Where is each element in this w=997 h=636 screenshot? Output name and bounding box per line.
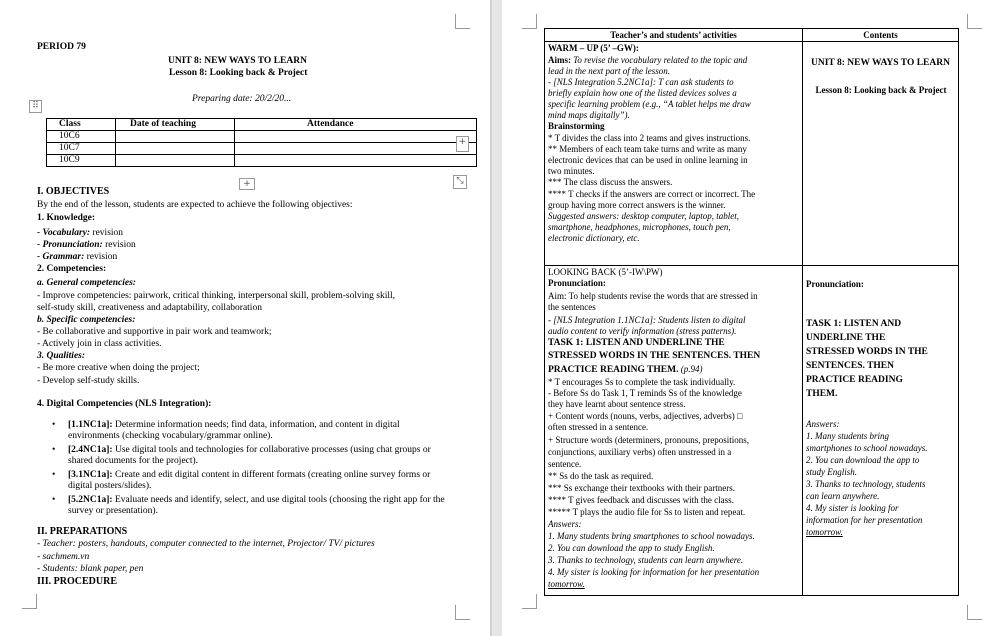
suggested-answers: smartphone, headphones, microphones, touch pen, [548, 222, 731, 232]
lesson-title: Lesson 8: Looking back & Project [169, 68, 308, 78]
class-cell: 10C6 [47, 131, 116, 143]
qualities-heading: 3. Qualities: [37, 351, 86, 361]
column-divider [802, 29, 803, 595]
contents-answer-line: study English. [806, 467, 857, 477]
crop-mark [22, 594, 37, 609]
quality-item: - Be more creative when doing the project; [37, 363, 200, 373]
warmup-title: WARM – UP (5’ –GW): [548, 43, 639, 53]
answer-line: 1. Many students bring smartphones to school nowadays. [548, 531, 755, 541]
digital-competencies-heading: 4. Digital Competencies (NLS Integration): [37, 399, 212, 409]
contents-unit: UNIT 8: NEW WAYS TO LEARN [811, 58, 950, 68]
warmup-aim-line: - [NLS Integration 5.2NC1a]: T can ask students to [548, 77, 734, 87]
page-gutter-shadow [490, 0, 492, 636]
lookingback-step: conjunctions, auxiliary verbs) often unstressed in a [548, 447, 732, 457]
lookingback-step: often stressed in a sentence. [548, 422, 649, 432]
warmup-aim-line: mind maps digitally”). [548, 110, 630, 120]
table-move-handle[interactable]: ⠿ [29, 100, 42, 113]
contents-task-line: PRACTICE READING [806, 375, 903, 385]
table-row [47, 131, 477, 143]
crop-mark [522, 14, 537, 29]
task-title: PRACTICE READING THEM. (p.94) [548, 364, 703, 375]
header-activities: Teacher’s and students’ activities [610, 30, 737, 40]
crop-mark [967, 14, 982, 29]
list-item: • [1.1NC1a]: Determine information needs; find data, information, and content in digital environments (checking vocabulary/grammar online). [50, 420, 445, 442]
column-header: Attendance [235, 119, 477, 131]
header-contents: Contents [863, 30, 898, 40]
period-label: PERIOD 79 [37, 42, 86, 52]
prep-sachmem: - sachmem.vn [37, 552, 90, 562]
general-competencies-heading: a. General competencies: [37, 278, 136, 288]
general-competencies-line: self-study skill, creativeness and adaptability, collaboration [37, 303, 262, 313]
contents-answer-line: 2. You can download the app to [806, 455, 920, 465]
warmup-step: *** The class discuss the answers. [548, 177, 673, 187]
lookingback-nls: - [NLS Integration 1.1NC1a]: Students listen to digital [548, 315, 746, 325]
task-title: STRESSED WORDS IN THE SENTENCES. THEN [548, 351, 761, 361]
lookingback-step: * T encourages Ss to complete the task individually. [548, 377, 736, 387]
warmup-aim-line: Aims: To revise the vocabulary related to the topic and [548, 55, 748, 65]
warmup-step: * T divides the class into 2 teams and gives instructions. [548, 133, 751, 143]
unit-title: UNIT 8: NEW WAYS TO LEARN [168, 56, 307, 66]
class-cell: 10C9 [47, 155, 116, 167]
quality-item: - Develop self-study skills. [37, 376, 140, 386]
lookingback-step: they have learnt about sentence stress. [548, 399, 686, 409]
table-row [47, 143, 477, 155]
prep-teacher: - Teacher: posters, handouts, computer connected to the internet, Projector/ TV/ pictures [37, 539, 375, 549]
lookingback-step: + Content words (nouns, verbs, adjectives, adverbs) □ [548, 411, 743, 421]
row-divider [545, 265, 958, 266]
warmup-step: group having more correct answers is the winner. [548, 200, 726, 210]
answer-line: 4. My sister is looking for information for her presentation [548, 567, 760, 577]
column-header: Date of teaching [116, 119, 235, 131]
brainstorming-label: Brainstorming [548, 121, 605, 131]
contents-lesson: Lesson 8: Looking back & Project [815, 85, 947, 95]
warmup-step: two minutes. [548, 166, 595, 176]
digital-competencies-list [50, 420, 445, 520]
knowledge-vocabulary: - Vocabulary: revision [37, 228, 124, 238]
contents-answer-line: 4. My sister is looking for [806, 503, 899, 513]
knowledge-heading: 1. Knowledge: [37, 213, 96, 223]
contents-task-line: THEM. [806, 389, 838, 399]
preparing-date: Preparing date: 20/2/20... [192, 94, 292, 104]
column-header: Class [47, 119, 116, 131]
warmup-aim-line: lead in the next part of the lesson. [548, 66, 670, 76]
list-item: • [3.1NC1a]: Create and edit digital content in different formats (creating online survey forms or digital posters/slides). [50, 470, 445, 492]
contents-answer-line: information for her presentation [806, 515, 923, 525]
warmup-aim-line: briefly explain how one of the listed devices solves a [548, 88, 737, 98]
knowledge-grammar: - Grammar: revision [37, 252, 118, 262]
crop-mark [455, 605, 470, 620]
knowledge-pronunciation: - Pronunciation: revision [37, 240, 136, 250]
contents-answer-line: 1. Many students bring [806, 431, 889, 441]
answer-line: tomorrow. [548, 579, 585, 589]
contents-answer-line: can learn anywhere. [806, 491, 880, 501]
suggested-answers: electronic dictionary, etc. [548, 233, 640, 243]
specific-item: - Be collaborative and supportive in pair work and teamwork; [37, 327, 272, 337]
warmup-step: **** T checks if the answers are correct or incorrect. The [548, 189, 756, 199]
preparations-heading: II. PREPARATIONS [37, 526, 128, 537]
warmup-aim-line: specific learning problem (e.g., “A tablet helps me draw [548, 99, 751, 109]
contents-task-line: STRESSED WORDS IN THE [806, 347, 928, 357]
contents-task-line: UNDERLINE THE [806, 333, 886, 343]
lookingback-aim: Aim: To help students revise the words that are stressed in [548, 291, 758, 301]
left-page [0, 0, 490, 636]
table-row [47, 155, 477, 167]
objectives-intro: By the end of the lesson, students are expected to achieve the following objectives: [37, 200, 353, 210]
attendance-table [46, 118, 477, 167]
list-item: • [2.4NC1a]: Use digital tools and technologies for collaborative processes (using chat groups or shared documents for the project). [50, 445, 445, 467]
crop-mark [455, 14, 470, 29]
answer-line: 3. Thanks to technology, students can learn anywhere. [548, 555, 744, 565]
insert-column-button[interactable]: + [456, 136, 469, 152]
contents-answers-label: Answers: [806, 419, 840, 429]
class-cell: 10C7 [47, 143, 116, 155]
lookingback-aim: the sentences [548, 302, 596, 312]
procedure-heading: III. PROCEDURE [37, 576, 118, 587]
objectives-heading: I. OBJECTIVES [37, 186, 110, 197]
lookingback-step: ** Ss do the task as required. [548, 471, 654, 481]
pronunciation-label: Pronunciation: [548, 278, 606, 288]
table-resize-handle[interactable]: ⤡ [453, 175, 467, 189]
lookingback-step: **** T gives feedback and discusses with the class. [548, 495, 734, 505]
contents-answer-line: smartphones to school nowadays. [806, 443, 928, 453]
general-competencies-line: - Improve competencies: pairwork, critical thinking, interpersonal skill, problem-solving skill, [37, 291, 396, 301]
warmup-step: electronic devices that can be used in online learning in [548, 155, 748, 165]
contents-answer-line: 3. Thanks to technology, students [806, 479, 926, 489]
task-title: TASK 1: LISTEN AND UNDERLINE THE [548, 338, 725, 348]
crop-mark [967, 605, 982, 620]
lookingback-title: LOOKING BACK (5’-IW\PW) [548, 267, 663, 277]
lookingback-step: sentence. [548, 459, 582, 469]
suggested-answers: Suggested answers: desktop computer, laptop, tablet, [548, 211, 739, 221]
contents-pronunciation: Pronunciation: [806, 279, 864, 289]
contents-task-line: SENTENCES. THEN [806, 361, 894, 371]
specific-competencies-heading: b. Specific competencies: [37, 315, 136, 325]
specific-item: - Actively join in class activities. [37, 339, 162, 349]
insert-row-button[interactable]: + [239, 178, 255, 190]
lookingback-step: + Structure words (determiners, pronouns, prepositions, [548, 435, 750, 445]
crop-mark [522, 594, 537, 609]
lookingback-nls: audio content to verify information (stress patterns). [548, 326, 737, 336]
contents-answer-line: tomorrow. [806, 527, 843, 537]
answer-line: 2. You can download the app to study English. [548, 543, 715, 553]
warmup-step: ** Members of each team take turns and write as many [548, 144, 747, 154]
list-item: • [5.2NC1a]: Evaluate needs and identify, select, and use digital tools (choosing the right app for the survey or presentation). [50, 495, 445, 517]
prep-students: - Students: blank paper, pen [37, 564, 144, 574]
answers-label: Answers: [548, 519, 582, 529]
procedure-table [544, 28, 959, 596]
lookingback-step: - Before Ss do Task 1, T reminds Ss of the knowledge [548, 388, 742, 398]
lookingback-step: ***** T plays the audio file for Ss to listen and repeat. [548, 507, 746, 517]
competencies-heading: 2. Competencies: [37, 264, 107, 274]
contents-task-line: TASK 1: LISTEN AND [806, 319, 902, 329]
lookingback-step: *** Ss exchange their textbooks with their partners. [548, 483, 735, 493]
